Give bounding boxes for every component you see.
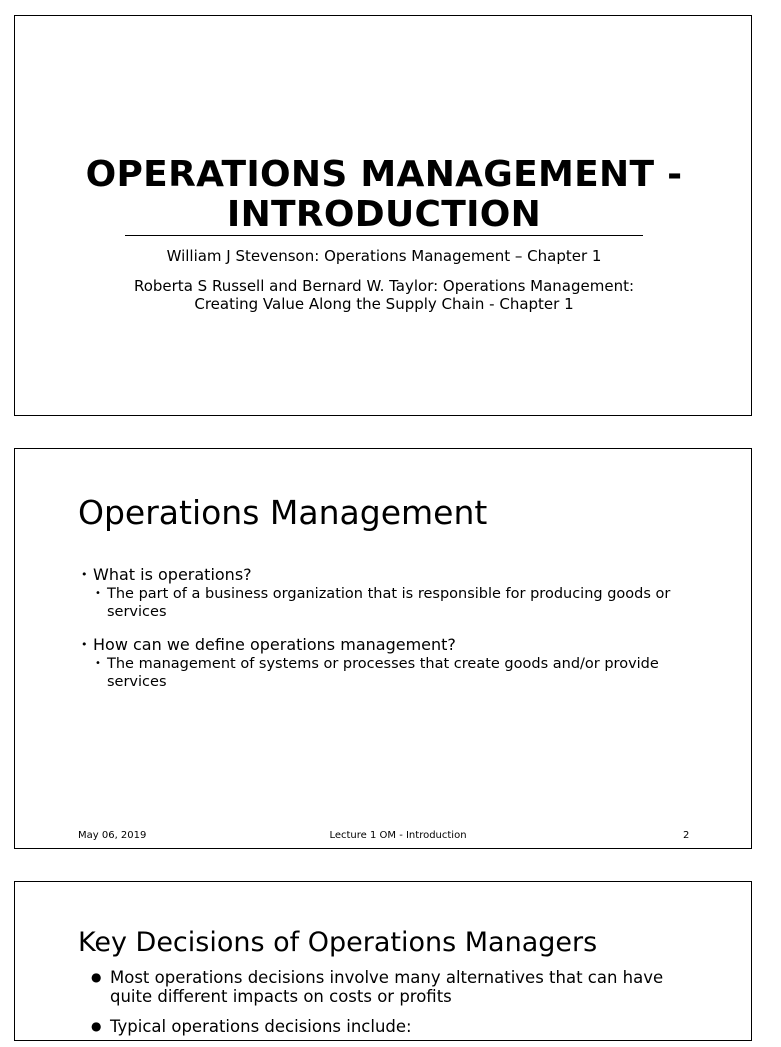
slide-operations-management [14, 448, 752, 849]
bullet-list [81, 565, 701, 691]
sub-bullet-item: • The management of systems or processes that create goods and/or provide services [81, 655, 701, 691]
bullet-item: • What is operations? [81, 565, 701, 584]
subtitle-russell-taylor: Roberta S Russell and Bernard W. Taylor: Operations Management: Creating Value Along the Supply Chain - Chapter 1 [133, 277, 635, 313]
bullet-item: • How can we define operations management? [81, 635, 701, 654]
bullet-list [91, 968, 691, 1047]
slide-heading: Operations Management [78, 493, 488, 532]
footer-title: Lecture 1 OM - Introduction [329, 830, 467, 841]
sub-bullet-item: • The part of a business organization that is responsible for producing goods or services [81, 585, 701, 621]
footer-date: May 06, 2019 [78, 830, 147, 841]
slide-key-decisions [14, 881, 752, 1041]
bullet-item: ● Typical operations decisions include: [91, 1017, 691, 1036]
slide-title [14, 15, 752, 416]
slide-title-heading: OPERATIONS MANAGEMENT - INTRODUCTION [85, 154, 683, 235]
slide-heading: Key Decisions of Operations Managers [78, 927, 598, 958]
subtitle-stevenson: William J Stevenson: Operations Management – Chapter 1 [166, 247, 602, 265]
bullet-item: ● Most operations decisions involve many alternatives that can have quite different impacts on costs or profits [91, 968, 691, 1006]
bullet-spacer [81, 621, 701, 635]
footer-page-number: 2 [683, 830, 690, 841]
title-divider [125, 235, 643, 236]
